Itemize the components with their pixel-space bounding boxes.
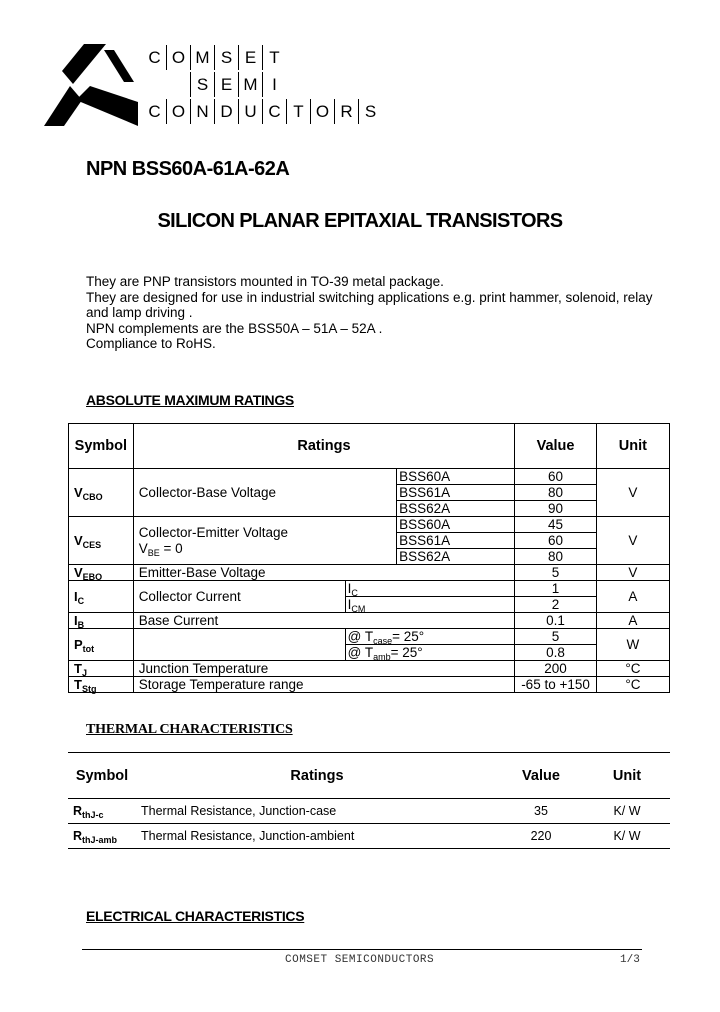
table-header-row — [69, 424, 670, 469]
value-cell: 80 — [515, 549, 597, 565]
value-cell: 2 — [515, 597, 597, 613]
table-row — [69, 629, 670, 645]
logo-letter — [143, 72, 167, 97]
logo-letter: E — [215, 72, 239, 97]
logo-row-semi — [143, 71, 382, 98]
col-header-symbol: Symbol — [68, 753, 136, 799]
footer-page-number: 1/3 — [620, 954, 640, 966]
unit-cell: A — [596, 581, 669, 613]
value-cell: 35 — [498, 799, 584, 824]
company-logo-text — [143, 44, 382, 125]
intro-line: Compliance to RoHS. — [86, 336, 216, 351]
rating-desc: Junction Temperature — [133, 661, 515, 677]
logo-letter: S — [364, 102, 377, 121]
thermal-heading: THERMAL CHARACTERISTICS — [86, 722, 293, 737]
value-cell: 5 — [515, 565, 597, 581]
condition-cell: @ $T_{amb}= 25^\circ$ — [345, 645, 515, 661]
part-cell: BSS60A — [397, 517, 515, 533]
symbol-cell: $V_{CBO}$ — [69, 469, 134, 517]
abs-max-table — [68, 423, 670, 693]
unit-cell: W — [596, 629, 669, 661]
col-header-unit: Unit — [596, 424, 669, 469]
symbol-cell: $V_{EBO}$ — [69, 565, 134, 581]
logo-letter: U — [239, 99, 263, 124]
rating-desc: Thermal Resistance, Junction-ambient — [136, 824, 498, 849]
logo-letter: T — [269, 48, 280, 67]
rating-desc: Collector Current — [133, 581, 345, 613]
logo-letter: C — [143, 99, 167, 124]
thermal-table — [68, 752, 670, 849]
logo-letter: D — [215, 99, 239, 124]
logo-row-comset — [143, 44, 382, 71]
intro-line: NPN complements are the BSS50A – 51A – 52A . — [86, 320, 383, 336]
document-title: SILICON PLANAR EPITAXIAL TRANSISTORS — [157, 210, 563, 232]
logo-letter: O — [167, 45, 191, 70]
symbol-cell: $R_{thJ-amb}$ — [68, 824, 136, 849]
value-cell: 60 — [515, 469, 597, 485]
unit-cell: °C — [596, 661, 669, 677]
logo-letter: S — [190, 72, 215, 97]
value-cell: 90 — [515, 501, 597, 517]
part-number-title: NPN BSS60A-61A-62A — [86, 158, 290, 180]
symbol-cell: $R_{thJ-c}$ — [68, 799, 136, 824]
table-row — [69, 677, 670, 693]
logo-letter: C — [143, 45, 167, 70]
company-logo-mark — [44, 44, 142, 126]
symbol-cell: $T_J$ — [69, 661, 134, 677]
part-cell: BSS61A — [397, 485, 515, 501]
condition-cell: $I_{CM}$ — [345, 597, 515, 613]
col-header-symbol: Symbol — [69, 424, 134, 469]
table-row — [69, 565, 670, 581]
col-header-ratings: Ratings — [136, 753, 498, 799]
table-header-row — [68, 753, 670, 799]
value-cell: 0.8 — [515, 645, 597, 661]
intro-line: and lamp driving . — [86, 305, 193, 320]
value-cell: 45 — [515, 517, 597, 533]
value-cell: 200 — [515, 661, 597, 677]
symbol-cell: $I_C$ — [69, 581, 134, 613]
symbol-cell: $P_{tot}$ — [69, 629, 134, 661]
value-cell: 5 — [515, 629, 597, 645]
footer-divider — [82, 949, 642, 950]
logo-letter: M — [239, 72, 263, 97]
rating-desc: Collector-Base Voltage — [133, 469, 396, 517]
unit-cell: K/ W — [584, 824, 670, 849]
rating-desc — [133, 629, 345, 661]
logo-row-conductors — [143, 98, 382, 125]
logo-letter: N — [191, 99, 215, 124]
col-header-ratings: Ratings — [133, 424, 515, 469]
part-cell: BSS62A — [397, 549, 515, 565]
value-cell: 60 — [515, 533, 597, 549]
unit-cell: V — [596, 517, 669, 565]
part-cell: BSS60A — [397, 469, 515, 485]
table-row — [69, 613, 670, 629]
logo-letter: C — [263, 99, 287, 124]
logo-letter: O — [311, 99, 335, 124]
symbol-cell: $T_{Stg}$ — [69, 677, 134, 693]
unit-cell: K/ W — [584, 799, 670, 824]
table-row — [69, 517, 670, 533]
rating-desc: Collector-Emitter Voltage $V_{BE} = 0$ — [133, 517, 396, 565]
col-header-unit: Unit — [584, 753, 670, 799]
value-cell: 220 — [498, 824, 584, 849]
logo-letter: S — [215, 45, 239, 70]
unit-cell: °C — [596, 677, 669, 693]
intro-line: They are PNP transistors mounted in TO-39 metal package. — [86, 274, 444, 289]
part-cell: BSS62A — [397, 501, 515, 517]
table-row — [69, 469, 670, 485]
value-cell: 0.1 — [515, 613, 597, 629]
col-header-value: Value — [515, 424, 597, 469]
table-row — [69, 581, 670, 597]
logo-letter: R — [335, 99, 359, 124]
unit-cell: V — [596, 565, 669, 581]
condition-cell: @ $T_{case}= 25^\circ$ — [345, 629, 515, 645]
table-row — [68, 799, 670, 824]
rating-desc: Thermal Resistance, Junction-case — [136, 799, 498, 824]
symbol-cell: $I_B$ — [69, 613, 134, 629]
logo-letter: E — [239, 45, 263, 70]
abs-max-heading: ABSOLUTE MAXIMUM RATINGS — [86, 392, 294, 408]
logo-letter — [167, 72, 190, 97]
rating-desc: Emitter-Base Voltage — [133, 565, 515, 581]
footer-company: COMSET SEMICONDUCTORS — [285, 954, 435, 966]
logo-letter: T — [287, 99, 311, 124]
value-cell: -65 to +150 — [515, 677, 597, 693]
condition-cell: $I_C$ — [345, 581, 515, 597]
value-cell: 1 — [515, 581, 597, 597]
col-header-value: Value — [498, 753, 584, 799]
rating-desc: Storage Temperature range — [133, 677, 515, 693]
logo-letter: I — [272, 75, 277, 94]
table-row — [68, 824, 670, 849]
value-cell: 80 — [515, 485, 597, 501]
logo-letter: O — [167, 99, 191, 124]
table-row — [69, 661, 670, 677]
symbol-cell: $V_{CES}$ — [69, 517, 134, 565]
electrical-heading: ELECTRICAL CHARACTERISTICS — [86, 908, 305, 924]
rating-desc: Base Current — [133, 613, 515, 629]
unit-cell: V — [596, 469, 669, 517]
intro-paragraph — [86, 274, 686, 352]
logo-letter: M — [191, 45, 215, 70]
unit-cell: A — [596, 613, 669, 629]
intro-line: They are designed for use in industrial switching applications e.g. print hammer, solenoid, relay — [86, 289, 653, 305]
part-cell: BSS61A — [397, 533, 515, 549]
